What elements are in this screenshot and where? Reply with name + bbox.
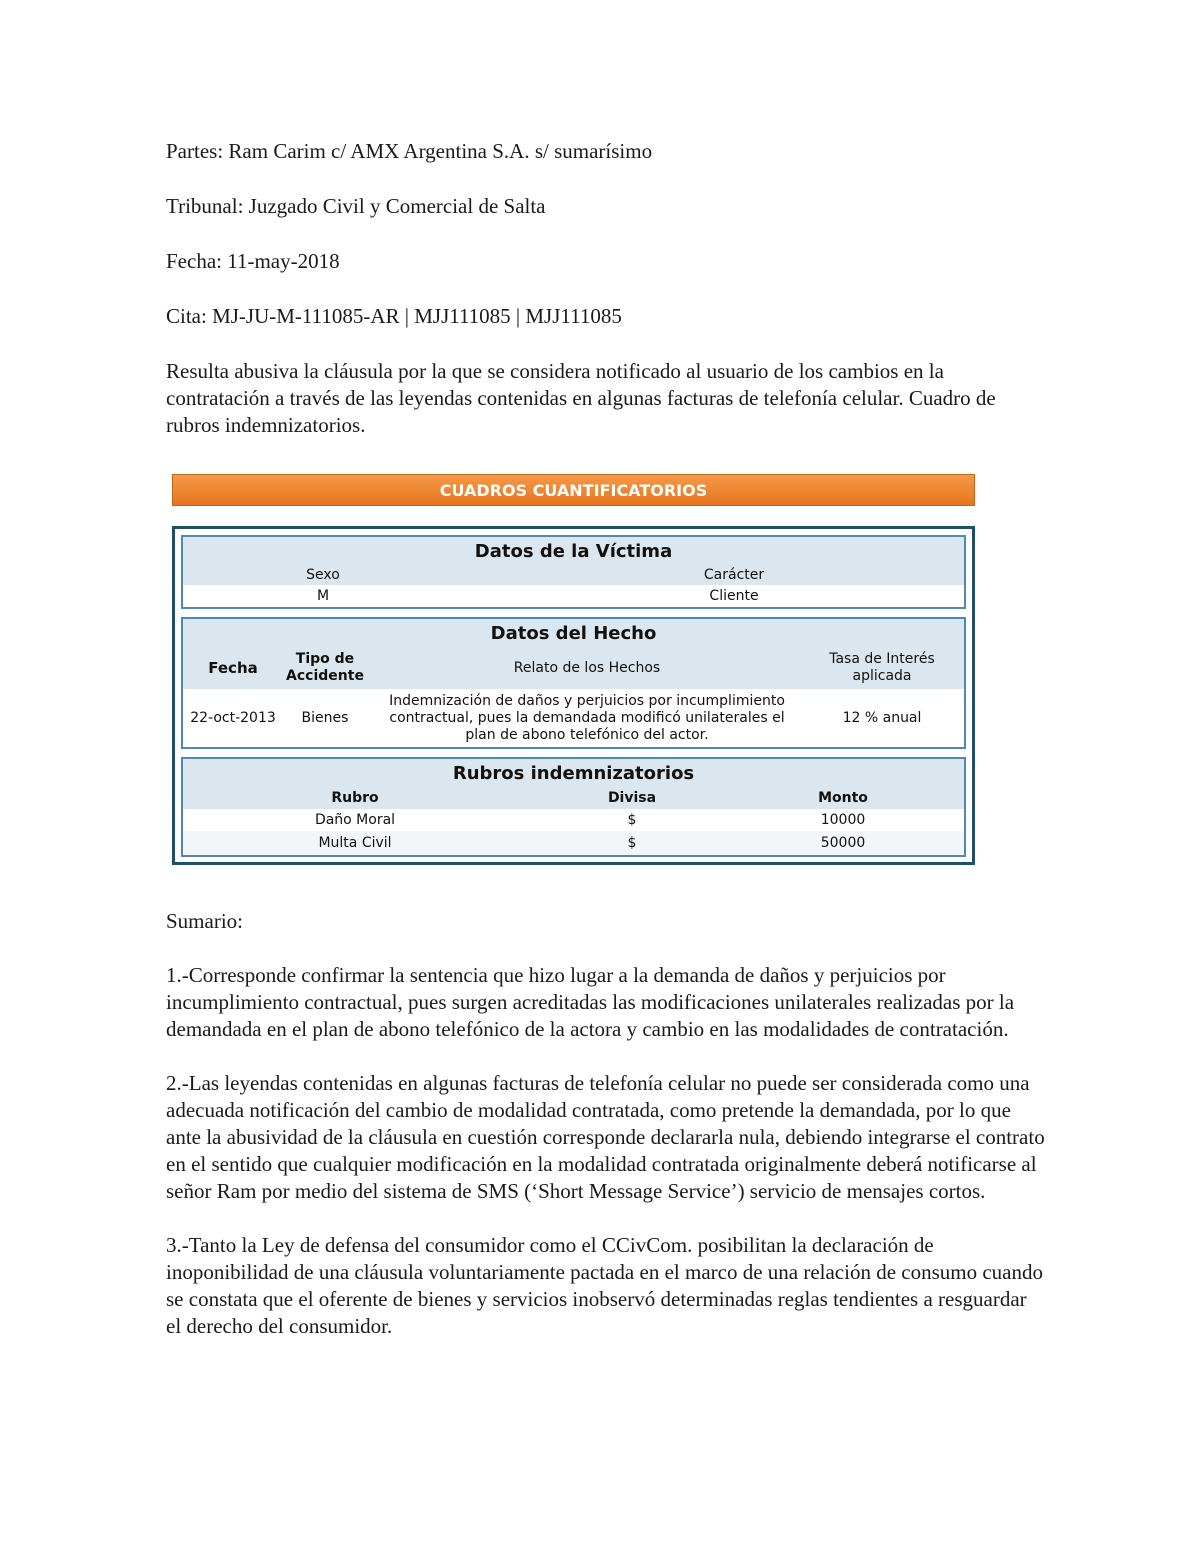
sexo-value: M xyxy=(316,588,330,604)
monto-value: 10000 xyxy=(820,812,866,828)
col-rubro: Rubro xyxy=(331,790,379,806)
tipo-value: Bienes xyxy=(301,710,349,726)
col-sexo: Sexo xyxy=(306,567,340,583)
figure-title: CUADROS CUANTIFICATORIOS xyxy=(172,474,975,506)
sumario-label: Sumario: xyxy=(166,909,243,933)
col-fecha: Fecha xyxy=(208,659,258,677)
fecha-value: 22-oct-2013 xyxy=(190,710,276,726)
figure-body xyxy=(172,526,975,865)
intro-paragraph: Resulta abusiva la cláusula por la que se considera notificado al usuario de los cambios en la contratación a través de las leyendas contenidas en algunas facturas de telefonía celular. Cuadro de rubros indemnizatorios. xyxy=(166,359,996,437)
col-relato: Relato de los Hechos xyxy=(513,660,661,676)
tribunal-line: Tribunal: Juzgado Civil y Comercial de Salta xyxy=(166,194,546,218)
victima-panel xyxy=(181,535,966,609)
col-tasa: Tasa de Interés aplicada xyxy=(829,651,935,684)
hecho-header-row xyxy=(183,647,964,689)
relato-value: Indemnización de daños y perjuicios por incumplimiento contractual, pues la demandada modificó unilaterales el plan de abono telefónico del actor. xyxy=(389,692,785,743)
rubro-row xyxy=(183,809,964,831)
partes-line: Partes: Ram Carim c/ AMX Argentina S.A. s/ sumarísimo xyxy=(166,139,653,163)
monto-value: 50000 xyxy=(820,835,866,851)
rubros-title: Rubros indemnizatorios xyxy=(183,759,964,787)
col-tipo: Tipo de Accidente xyxy=(286,651,364,684)
col-caracter: Carácter xyxy=(703,567,765,583)
victima-data-row xyxy=(183,585,964,607)
fecha-line: Fecha: 11-may-2018 xyxy=(166,249,340,273)
cita-line: Cita: MJ-JU-M-111085-AR | MJJ111085 | MJJ111085 xyxy=(166,304,622,328)
rubro-value: Multa Civil xyxy=(318,835,392,851)
caracter-value: Cliente xyxy=(709,588,759,604)
sumario-section xyxy=(166,908,1046,1367)
col-divisa: Divisa xyxy=(607,790,657,806)
rubros-header-row xyxy=(183,787,964,809)
tasa-value: 12 % anual xyxy=(842,710,922,726)
rubros-panel xyxy=(181,757,966,857)
sumario-item: 2.-Las leyendas contenidas en algunas facturas de telefonía celular no puede ser considerada como una adecuada notificación del cambio de modalidad contratada, como pretende la demandada, por lo que ante la abusividad de la cláusula en cuestión corresponde declararla nula, debiendo integrarse el contrato en el sentido que cualquier modificación en la modalidad contratada originalmente deberá notificarse al señor Ram por medio del sistema de SMS (‘Short Message Service’) servicio de mensajes cortos. xyxy=(166,1071,1045,1203)
document-body xyxy=(166,138,1046,439)
sumario-item: 3.-Tanto la Ley de defensa del consumidor como el CCivCom. posibilitan la declaración de inoponibilidad de una cláusula voluntariamente pactada en el marco de una relación de consumo cuando se constata que el oferente de bienes y servicios inobservó determinadas reglas tendientes a resguardar el derecho del consumidor. xyxy=(166,1233,1044,1338)
hecho-title: Datos del Hecho xyxy=(183,619,964,647)
victima-header-row xyxy=(183,565,964,585)
victima-title: Datos de la Víctima xyxy=(183,537,964,565)
hecho-panel xyxy=(181,617,966,749)
hecho-data-row xyxy=(183,689,964,747)
divisa-value: $ xyxy=(627,812,637,828)
divisa-value: $ xyxy=(627,835,637,851)
col-monto: Monto xyxy=(818,790,868,806)
cuadros-figure xyxy=(172,474,975,865)
sumario-item: 1.-Corresponde confirmar la sentencia que hizo lugar a la demanda de daños y perjuicios por incumplimiento contractual, pues surgen acreditadas las modificaciones unilaterales realizadas por la demandada en el plan de abono telefónico de la actora y cambio en las modalidades de contratación. xyxy=(166,963,1015,1041)
rubro-value: Daño Moral xyxy=(314,812,396,828)
rubro-row xyxy=(183,831,964,855)
